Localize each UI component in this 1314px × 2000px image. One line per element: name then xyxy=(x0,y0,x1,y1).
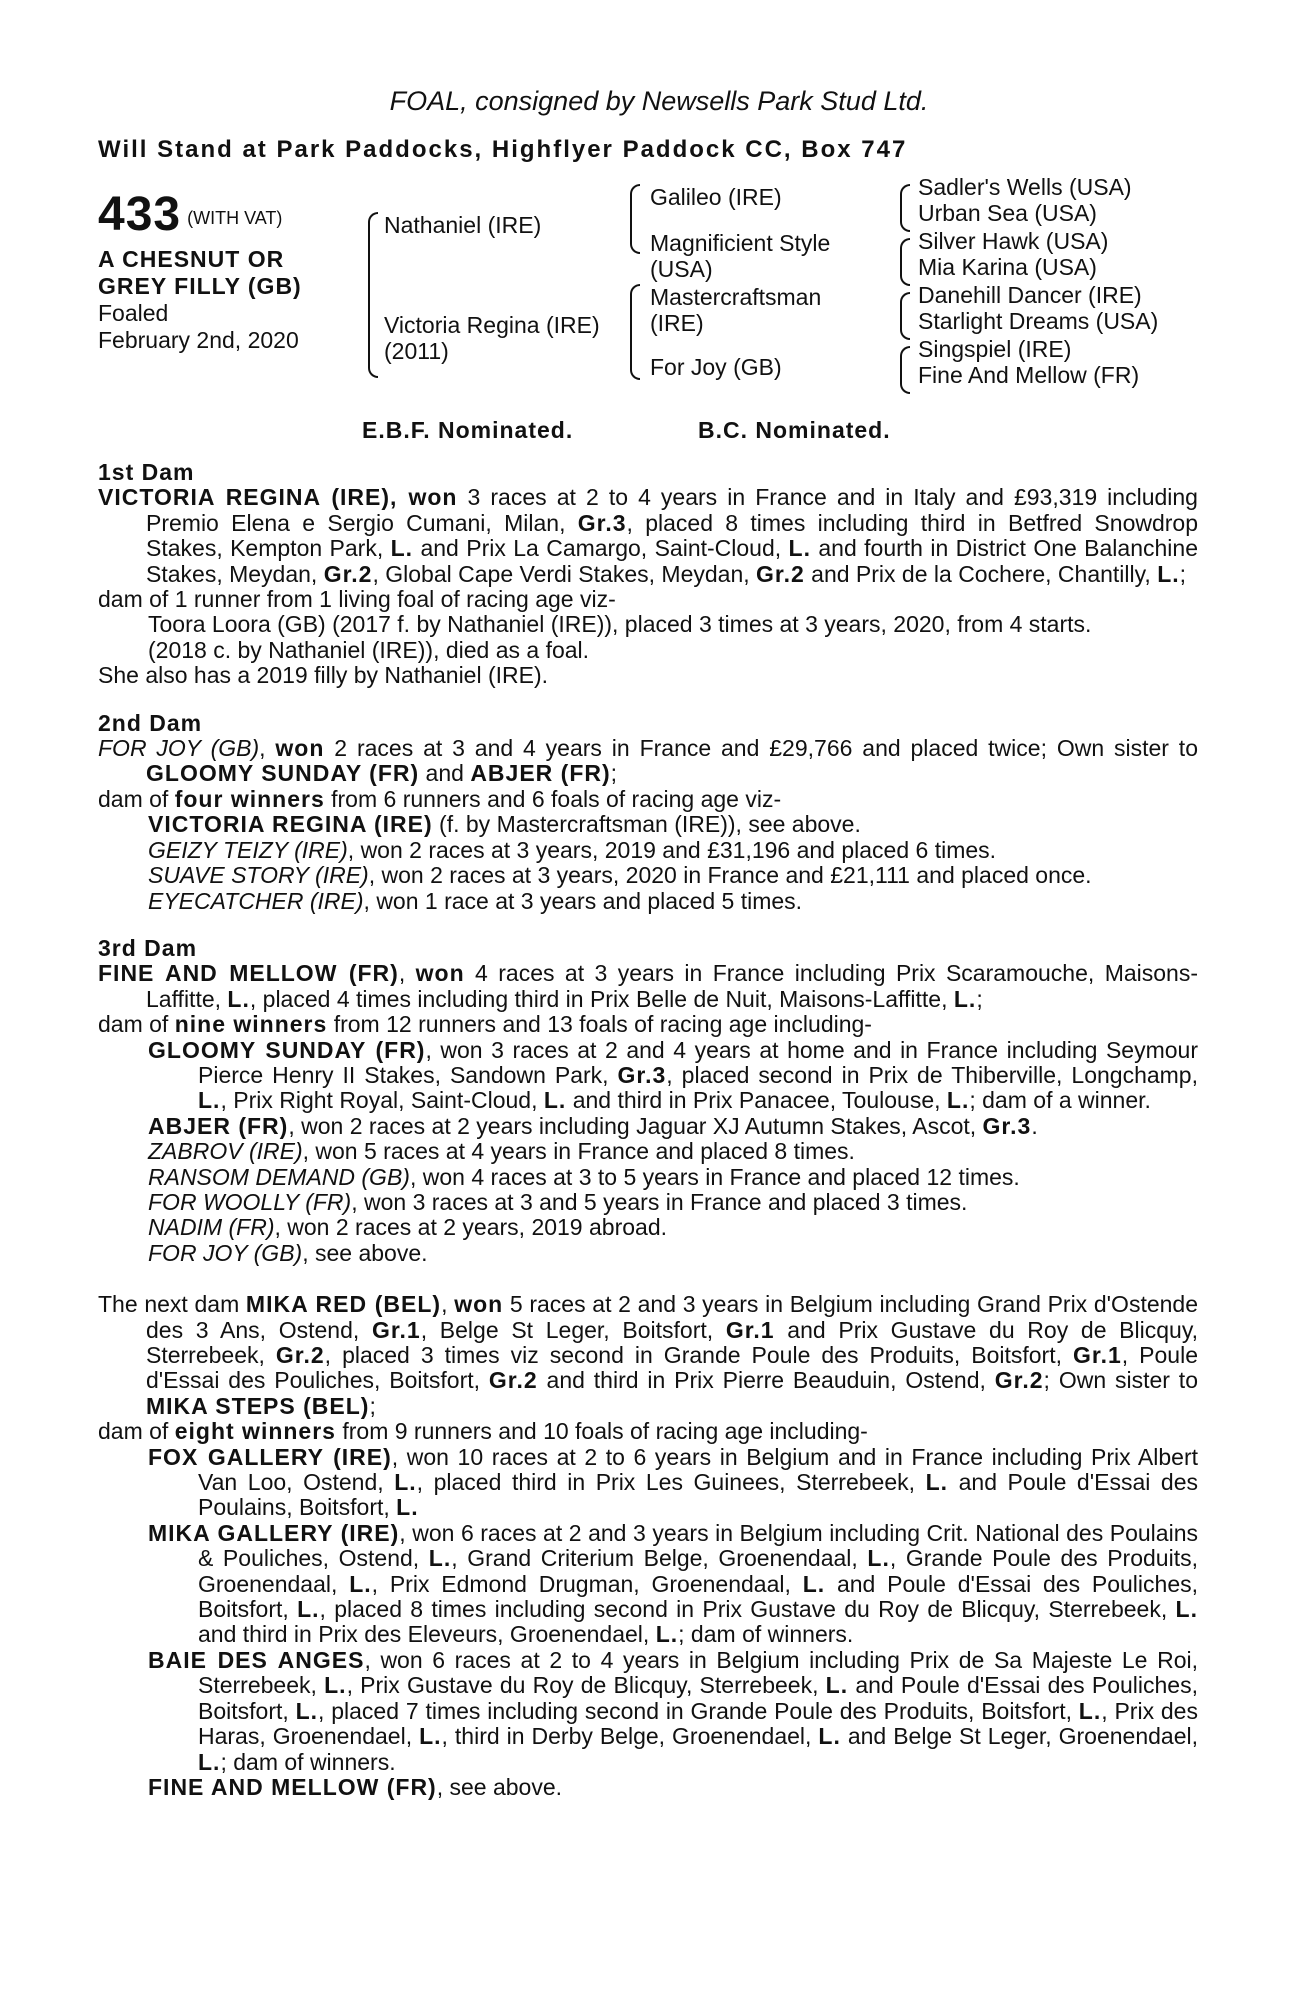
produce-note: She also has a 2019 filly by Nathaniel (IRE). xyxy=(98,662,549,689)
horse-name: VICTORIA REGINA (IRE) xyxy=(98,484,391,511)
listed: L. xyxy=(349,1570,372,1597)
listed: L. xyxy=(655,1621,679,1648)
record-text: and third in Prix Pierre Beauduin, Ostend, xyxy=(537,1367,995,1394)
record-text: , see above. xyxy=(302,1239,428,1266)
horse-name: MIKA STEPS (BEL) xyxy=(146,1392,370,1419)
listed: L. xyxy=(295,1697,319,1724)
horse-name: RANSOM DEMAND (GB) xyxy=(148,1163,410,1190)
record-text: , Prix Gustave du Roy de Blicquy, Sterrebeek, xyxy=(346,1672,826,1699)
lot-desc-line2: GREY FILLY (GB) xyxy=(98,273,302,299)
listed: L. xyxy=(390,535,414,562)
horse-name: FOR WOOLLY (FR) xyxy=(148,1188,352,1215)
listed: L. xyxy=(419,1723,442,1750)
record-text: , placed 8 times including third in Betfred Snowdrop Stakes, Kempton Park, xyxy=(146,509,1198,562)
punct: ; xyxy=(369,1392,376,1419)
pedigree-block xyxy=(98,174,1198,443)
record-text: , won 5 races at 4 years in France and placed 8 times. xyxy=(302,1138,855,1165)
record-text: , won 2 races at 3 years, 2020 in France and £21,111 and placed once. xyxy=(368,862,1092,889)
winners-count: nine winners xyxy=(174,1011,328,1038)
record-text: , won 3 races at 2 and 4 years at home and in France including Seymour Pierce Henry II Stakes, Sandown Park, xyxy=(198,1036,1199,1088)
won-label: won xyxy=(415,960,465,987)
record-text: , won 2 races at 2 years, 2019 abroad. xyxy=(274,1214,668,1241)
record-text: and Prix La Camargo, Saint-Cloud, xyxy=(413,535,789,562)
horse-name: ZABROV (IRE) xyxy=(148,1138,303,1165)
record-text: , placed second in Prix de Thiberville, Longchamp, xyxy=(666,1061,1198,1088)
bc-nominated: B.C. Nominated. xyxy=(698,417,891,443)
pedigree-brace xyxy=(900,346,910,394)
punct: ; xyxy=(976,985,983,1012)
dam-dam: For Joy (GB) xyxy=(650,354,782,380)
lot-desc-line1: A CHESNUT OR xyxy=(98,246,285,272)
listed: L. xyxy=(1157,560,1180,587)
record-text: and fourth in District One Balanchine Stakes, Meydan, xyxy=(146,535,1198,587)
horse-name: FINE AND MELLOW (FR) xyxy=(148,1773,437,1800)
horse-name: GLOOMY SUNDAY (FR) xyxy=(146,760,420,787)
sdd: Mia Karina (USA) xyxy=(918,254,1097,280)
dam-sire-country: (IRE) xyxy=(650,310,704,336)
sss: Sadler's Wells (USA) xyxy=(918,174,1132,200)
grade: Gr.3 xyxy=(982,1112,1032,1139)
grade: Gr.1 xyxy=(371,1316,421,1343)
record-text: ; dam of winners. xyxy=(220,1748,396,1775)
record-text: and Poule d'Essai des Pouliches, Boitsfort, xyxy=(198,1570,1198,1623)
grade: Gr.1 xyxy=(1073,1342,1122,1368)
produce-entry xyxy=(98,889,1198,914)
lot-info xyxy=(98,190,348,354)
listed: L. xyxy=(297,1596,320,1623)
record-text: 2 races at 3 and 4 years in France and £29,766 and placed twice; Own sister to xyxy=(324,735,1198,762)
produce-entry xyxy=(98,812,1198,837)
horse-name: GEIZY TEIZY (IRE) xyxy=(148,836,348,863)
produce-entry xyxy=(98,1775,1198,1800)
listed: L. xyxy=(802,1570,826,1597)
horse-name: EYECATCHER (IRE) xyxy=(148,887,364,914)
horse-name: FOR JOY (GB) xyxy=(98,735,260,762)
second-dam-heading: 2nd Dam xyxy=(98,709,203,736)
sire-dam: Magnificient Style xyxy=(650,230,831,256)
record-text: and Belge St Leger, Groenendael, xyxy=(840,1723,1199,1750)
record-text: , third in Derby Belge, Groenendael, xyxy=(441,1723,819,1750)
ssd: Urban Sea (USA) xyxy=(918,200,1097,226)
next-dam-record: The next dam MIKA RED (BEL), won 5 races at 2 and 3 years in Belgium including Grand Prix d'Ostende des 3 Ans, Ostend, Gr.1, Belge St Leger, Boitsfort, Gr.1 and Prix Gustave du Roy de Blicquy, Sterrebeek, Gr.2, placed 3 times viz second in Grande Poule des Produits, Boitsfort, Gr.1, Poule d'Essai des Pouliches, Boitsfort, Gr.2 and third in Prix Pierre Beauduin, Ostend, Gr.2; Own sister to MIKA STEPS (BEL); xyxy=(98,1291,1199,1419)
horse-name: SUAVE STORY (IRE) xyxy=(148,862,369,889)
lot-description xyxy=(98,246,348,300)
produce-entry xyxy=(98,1038,1198,1114)
record-text: from 12 runners and 13 foals of racing age including- xyxy=(327,1011,872,1038)
listed: L. xyxy=(394,1469,417,1496)
stand-location: Will Stand at Park Paddocks, Highflyer Paddock CC, Box 747 xyxy=(98,136,908,163)
record-text: and third in Prix des Eleveurs, Groenendael, xyxy=(198,1621,656,1648)
record-text: ; Own sister to xyxy=(1043,1367,1198,1394)
third-dam-heading: 3rd Dam xyxy=(98,934,198,961)
horse-name: ABJER (FR) xyxy=(470,760,611,787)
record-text: , Prix Edmond Drugman, Groenendaal, xyxy=(371,1570,803,1597)
horse-name: MIKA GALLERY (IRE) xyxy=(148,1519,400,1546)
record-text: and third in Prix Panacee, Toulouse, xyxy=(566,1087,947,1114)
horse-name: FINE AND MELLOW (FR) xyxy=(98,960,399,987)
produce-entry xyxy=(98,1445,1198,1521)
pedigree-brace xyxy=(368,212,378,378)
first-dam-produce: dam of 1 runner from 1 living foal of racing age viz- xyxy=(98,586,616,613)
vat-note: (WITH VAT) xyxy=(187,208,283,228)
consignor-line: FOAL, consigned by Newsells Park Stud Ltd. xyxy=(389,86,929,116)
produce-entry xyxy=(98,838,1198,863)
foaled-date: February 2nd, 2020 xyxy=(98,327,299,353)
record-text: and Prix de la Cochere, Chantilly, xyxy=(804,560,1158,587)
record-text: , see above. xyxy=(436,1773,563,1800)
record-text: dam of xyxy=(98,1011,175,1038)
produce-entry xyxy=(98,1165,1198,1190)
listed: L. xyxy=(198,1087,221,1114)
grade: Gr.2 xyxy=(994,1367,1044,1394)
record-text: from 6 runners and 6 foals of racing age viz- xyxy=(324,785,782,812)
record-text: , won 3 races at 3 and 5 years in France and placed 3 times. xyxy=(351,1188,968,1215)
pedigree-brace xyxy=(630,184,640,254)
horse-name: ABJER (FR) xyxy=(148,1112,289,1139)
sds: Silver Hawk (USA) xyxy=(918,228,1109,254)
produce-entry xyxy=(98,863,1198,888)
pedigree-brace xyxy=(630,284,640,380)
listed: L. xyxy=(428,1545,452,1572)
record-text: 5 races at 2 and 3 years in Belgium including Grand Prix d'Ostende des 3 Ans, Ostend, xyxy=(146,1291,1199,1343)
record-text: , Prix Right Royal, Saint-Cloud, xyxy=(220,1087,544,1114)
listed: L. xyxy=(818,1723,841,1750)
record-text: , placed 3 times viz second in Grande Poule des Produits, Boitsfort, xyxy=(324,1342,1073,1368)
ebf-nominated: E.B.F. Nominated. xyxy=(362,417,574,443)
pedigree-brace xyxy=(900,238,910,286)
record-text: , won 6 races at 2 to 4 years in Belgium including Prix de Sa Majeste Le Roi, Sterrebeek, xyxy=(198,1646,1198,1699)
dds: Singspiel (IRE) xyxy=(918,336,1072,362)
grade: Gr.2 xyxy=(275,1342,325,1368)
listed: L. xyxy=(953,985,977,1012)
grade: Gr.2 xyxy=(488,1367,538,1394)
record-text: and Poule d'Essai des Pouliches, Boitsfort, xyxy=(198,1672,1198,1724)
ddd: Fine And Mellow (FR) xyxy=(918,362,1140,388)
record-text: (f. by Mastercraftsman (IRE)), see above. xyxy=(432,811,861,838)
record-text: and xyxy=(419,760,471,787)
winners-count: eight winners xyxy=(174,1418,336,1445)
dsd: Starlight Dreams (USA) xyxy=(918,308,1159,334)
record-text: , won 2 races at 3 years, 2019 and £31,196 and placed 6 times. xyxy=(347,836,997,863)
record-text: and Prix Gustave du Roy de Blicquy, Sterrebeek, xyxy=(146,1316,1198,1368)
listed: L. xyxy=(543,1087,567,1114)
listed: L. xyxy=(788,535,811,562)
record-text: and Poule d'Essai des Poulains, Boitsfort, xyxy=(198,1469,1198,1521)
horse-name: MIKA RED (BEL) xyxy=(245,1291,442,1318)
listed: L. xyxy=(1175,1596,1198,1623)
produce-entry: (2018 c. by Nathaniel (IRE)), died as a foal. xyxy=(148,636,590,663)
record-text: , placed third in Prix Les Guinees, Sterrebeek, xyxy=(416,1469,926,1496)
sire-dam-country: (USA) xyxy=(650,256,713,282)
record-text: , won 6 races at 2 and 3 years in Belgium including Crit. National des Poulains & Pouliches, Ostend, xyxy=(198,1519,1198,1572)
grade: Gr.2 xyxy=(323,560,373,587)
listed: L. xyxy=(1078,1697,1102,1724)
first-dam-record xyxy=(98,485,1198,587)
record-text: , Prix des Haras, Groenendael, xyxy=(198,1697,1198,1750)
grade: Gr.3 xyxy=(577,509,627,536)
record-text: , won 10 races at 2 to 6 years in Belgium and in France including Prix Albert Van Loo, Ostend, xyxy=(198,1443,1199,1496)
horse-name: GLOOMY SUNDAY (FR) xyxy=(148,1036,426,1063)
produce-entry xyxy=(98,1648,1198,1775)
record-text: , won 2 races at 2 years including Jaguar XJ Autumn Stakes, Ascot, xyxy=(288,1112,983,1139)
horse-name: NADIM (FR) xyxy=(148,1214,275,1241)
dss: Danehill Dancer (IRE) xyxy=(918,282,1142,308)
won-label: won xyxy=(275,735,325,762)
record-text: 3 races at 2 to 4 years in France and in Italy and £93,319 including Premio Elena e Sergio Cumani, Milan, xyxy=(146,484,1198,536)
punct: ; xyxy=(1179,560,1187,587)
listed: L. xyxy=(867,1545,890,1572)
record-text: , Belge St Leger, Boitsfort, xyxy=(420,1316,726,1343)
dam-sire: Mastercraftsman xyxy=(650,284,822,310)
record-text: , Poule d'Essai des Pouliches, Boitsfort, xyxy=(146,1342,1198,1394)
listed: L. xyxy=(198,1748,221,1775)
next-dam-produce xyxy=(98,1419,1198,1444)
record-text: , placed 4 times including third in Prix Belle de Nuit, Maisons-Laffitte, xyxy=(249,985,954,1012)
produce-entry xyxy=(98,1241,1198,1266)
horse-name: FOR JOY (GB) xyxy=(148,1239,303,1266)
pedigree-brace xyxy=(900,292,910,340)
foaled-label: Foaled xyxy=(98,300,169,326)
record-text: from 9 runners and 10 foals of racing age including- xyxy=(335,1418,868,1445)
record-text: , placed 7 times including second in Grande Poule des Produits, Boitsfort, xyxy=(318,1697,1079,1724)
grade: Gr.1 xyxy=(725,1316,775,1343)
listed: L. xyxy=(925,1469,949,1496)
record-text: ; dam of a winner. xyxy=(969,1087,1151,1114)
dam: Victoria Regina (IRE) xyxy=(384,312,600,338)
record-text: The next dam xyxy=(98,1291,246,1318)
record-text: , placed 8 times including second in Prix Gustave du Roy de Blicquy, Sterrebeek, xyxy=(319,1596,1176,1623)
listed: L. xyxy=(324,1672,347,1699)
catalogue-page xyxy=(98,86,1198,1800)
listed: L. xyxy=(825,1672,849,1699)
third-dam-produce xyxy=(98,1012,1198,1037)
grade: Gr.2 xyxy=(756,560,805,587)
horse-name: VICTORIA REGINA (IRE) xyxy=(148,811,433,838)
sire-sire: Galileo (IRE) xyxy=(650,184,782,210)
record-text: dam of xyxy=(98,785,175,812)
record-text: , won 1 race at 3 years and placed 5 times. xyxy=(363,887,803,914)
won-label: won xyxy=(454,1291,504,1318)
record-text: ; dam of winners. xyxy=(678,1621,854,1648)
punct: ; xyxy=(610,760,618,787)
record-text: , won 4 races at 3 to 5 years in France and placed 12 times. xyxy=(409,1163,1020,1190)
record-text: , Grand Criterium Belge, Groenendaal, xyxy=(451,1545,868,1572)
record-text: 4 races at 3 years in France including Prix Scaramouche, Maisons-Laffitte, xyxy=(146,960,1198,1012)
horse-name: BAIE DES ANGES xyxy=(148,1646,365,1673)
produce-entry: Toora Loora (GB) (2017 f. by Nathaniel (IRE)), placed 3 times at 3 years, 2020, from 4 starts. xyxy=(148,611,1092,638)
second-dam-record: FOR JOY (GB), won 2 races at 3 and 4 years in France and £29,766 and placed twice; Own sister to GLOOMY SUNDAY (FR) and ABJER (FR); xyxy=(98,735,1198,787)
grade: Gr.3 xyxy=(617,1061,667,1088)
produce-entry xyxy=(98,1215,1198,1240)
record-text: , Global Cape Verdi Stakes, Meydan, xyxy=(372,560,757,587)
produce-entry xyxy=(98,1114,1198,1139)
punct: . xyxy=(1031,1112,1038,1139)
listed: L. xyxy=(396,1494,419,1521)
produce-entry xyxy=(98,1521,1198,1648)
lot-number: 433 xyxy=(98,188,182,241)
winners-count: four winners xyxy=(174,785,325,812)
second-dam-produce xyxy=(98,787,1198,812)
third-dam-record: FINE AND MELLOW (FR), won 4 races at 3 years in France including Prix Scaramouche, Maisons-Laffitte, L., placed 4 times including third in Prix Belle de Nuit, Maisons-Laffitte, L.; xyxy=(98,960,1198,1012)
record-text: dam of xyxy=(98,1418,175,1445)
produce-entry xyxy=(98,1139,1198,1164)
horse-name: FOX GALLERY (IRE) xyxy=(148,1443,392,1470)
sire: Nathaniel (IRE) xyxy=(384,212,542,238)
listed: L. xyxy=(227,985,250,1012)
listed: L. xyxy=(946,1087,970,1114)
record-text: , Grande Poule des Produits, Groenendaal, xyxy=(198,1545,1198,1597)
dam-year: (2011) xyxy=(384,338,449,364)
first-dam-heading: 1st Dam xyxy=(98,459,195,485)
won-label: , won xyxy=(390,484,458,511)
pedigree-brace xyxy=(900,184,910,232)
produce-entry xyxy=(98,1190,1198,1215)
